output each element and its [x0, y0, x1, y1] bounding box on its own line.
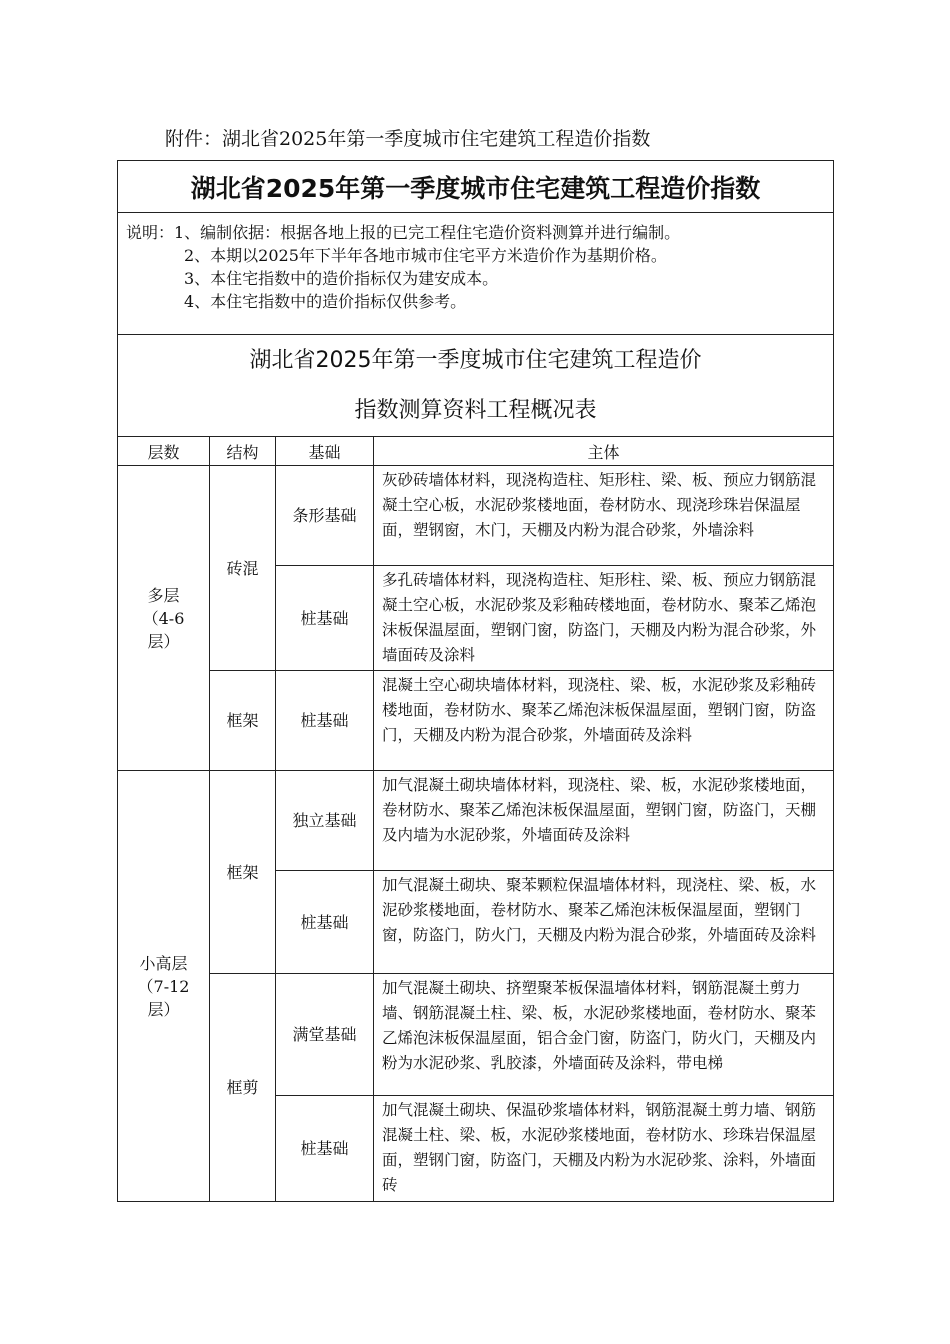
header-foundation: 基础: [276, 437, 374, 466]
main-title: 湖北省2025年第一季度城市住宅建筑工程造价指数: [118, 161, 834, 213]
floors-unit: 层）: [147, 999, 180, 1019]
main-body-cell: 加气混凝土砌块墙体材料，现浇柱、梁、板，水泥砂浆楼地面，卷材防水、聚苯乙烯泡沫板保温屋面，塑钢门窗，防盗门，天棚及内墙为水泥砂浆，外墙面砖及涂料: [374, 771, 834, 871]
floors-cell: [118, 771, 210, 1202]
floors-unit: 层）: [147, 631, 180, 651]
foundation-cell: 独立基础: [276, 771, 374, 871]
table-header-row: [118, 437, 834, 466]
structure-cell: 框架: [210, 671, 276, 771]
header-main: 主体: [374, 437, 834, 466]
foundation-cell: 桩基础: [276, 871, 374, 974]
table-row: [118, 466, 834, 566]
note-line-1: 说明：1、编制依据：根据各地上报的已完工程住宅造价资料测算并进行编制。: [126, 223, 681, 242]
structure-cell: 砖混: [210, 466, 276, 671]
header-floors: 层数: [118, 437, 210, 466]
price-index-table: [117, 160, 834, 1202]
foundation-cell: 满堂基础: [276, 974, 374, 1096]
table-row: [118, 974, 834, 1096]
main-body-cell: 灰砂砖墙体材料，现浇构造柱、矩形柱、梁、板、预应力钢筋混凝土空心板，水泥砂浆楼地面，卷材防水、现浇珍珠岩保温屋面，塑钢窗，木门，天棚及内粉为混合砂浆，外墙涂料: [374, 466, 834, 566]
main-body-cell: 混凝土空心砌块墙体材料，现浇柱、梁、板，水泥砂浆及彩釉砖楼地面，卷材防水、聚苯乙烯泡沫板保温屋面，塑钢门窗，防盗门，天棚及内粉为混合砂浆，外墙面砖及涂料: [374, 671, 834, 771]
structure-cell: 框剪: [210, 974, 276, 1202]
attachment-title: 附件：湖北省2025年第一季度城市住宅建筑工程造价指数: [165, 128, 651, 150]
sub-title: [118, 335, 834, 437]
table-row: [118, 671, 834, 771]
note-line-4: 4、本住宅指数中的造价指标仅供参考。: [184, 292, 467, 311]
sub-title-line-1: 湖北省2025年第一季度城市住宅建筑工程造价: [249, 347, 702, 373]
foundation-cell: 桩基础: [276, 566, 374, 671]
note-line-3: 3、本住宅指数中的造价指标仅为建安成本。: [184, 269, 499, 288]
sub-title-line-2: 指数测算资料工程概况表: [354, 397, 597, 423]
note-line-2: 2、本期以2025年下半年各地市城市住宅平方米造价作为基期价格。: [184, 246, 667, 265]
foundation-cell: 桩基础: [276, 671, 374, 771]
foundation-cell: 桩基础: [276, 1096, 374, 1202]
floors-range: （7-12: [137, 976, 190, 996]
notes-section: [118, 213, 834, 335]
main-body-cell: 多孔砖墙体材料，现浇构造柱、矩形柱、梁、板、预应力钢筋混凝土空心板，水泥砂浆及彩釉砖楼地面，卷材防水、聚苯乙烯泡沫板保温屋面，塑钢门窗，防盗门，天棚及内粉为混合砂浆，外墙面砖及涂料: [374, 566, 834, 671]
foundation-cell: 条形基础: [276, 466, 374, 566]
floors-label: 多层: [147, 585, 180, 605]
structure-cell: 框架: [210, 771, 276, 974]
floors-range: （4-6: [142, 608, 185, 628]
main-body-cell: 加气混凝土砌块、聚苯颗粒保温墙体材料，现浇柱、梁、板，水泥砂浆楼地面，卷材防水、聚苯乙烯泡沫板保温屋面，塑钢门窗，防盗门，防火门，天棚及内粉为混合砂浆，外墙面砖及涂料: [374, 871, 834, 974]
header-structure: 结构: [210, 437, 276, 466]
main-body-cell: 加气混凝土砌块、挤塑聚苯板保温墙体材料，钢筋混凝土剪力墙、钢筋混凝土柱、梁、板，水泥砂浆楼地面，卷材防水、聚苯乙烯泡沫板保温屋面，铝合金门窗，防盗门，防火门，天棚及内粉为水泥砂浆、乳胶漆，外墙面砖及涂料，带电梯: [374, 974, 834, 1096]
floors-cell: [118, 466, 210, 771]
main-body-cell: 加气混凝土砌块、保温砂浆墙体材料，钢筋混凝土剪力墙、钢筋混凝土柱、梁、板，水泥砂浆楼地面，卷材防水、珍珠岩保温屋面，塑钢门窗，防盗门，天棚及内粉为水泥砂浆、涂料，外墙面砖: [374, 1096, 834, 1202]
table-row: [118, 771, 834, 871]
floors-label: 小高层: [139, 953, 188, 973]
